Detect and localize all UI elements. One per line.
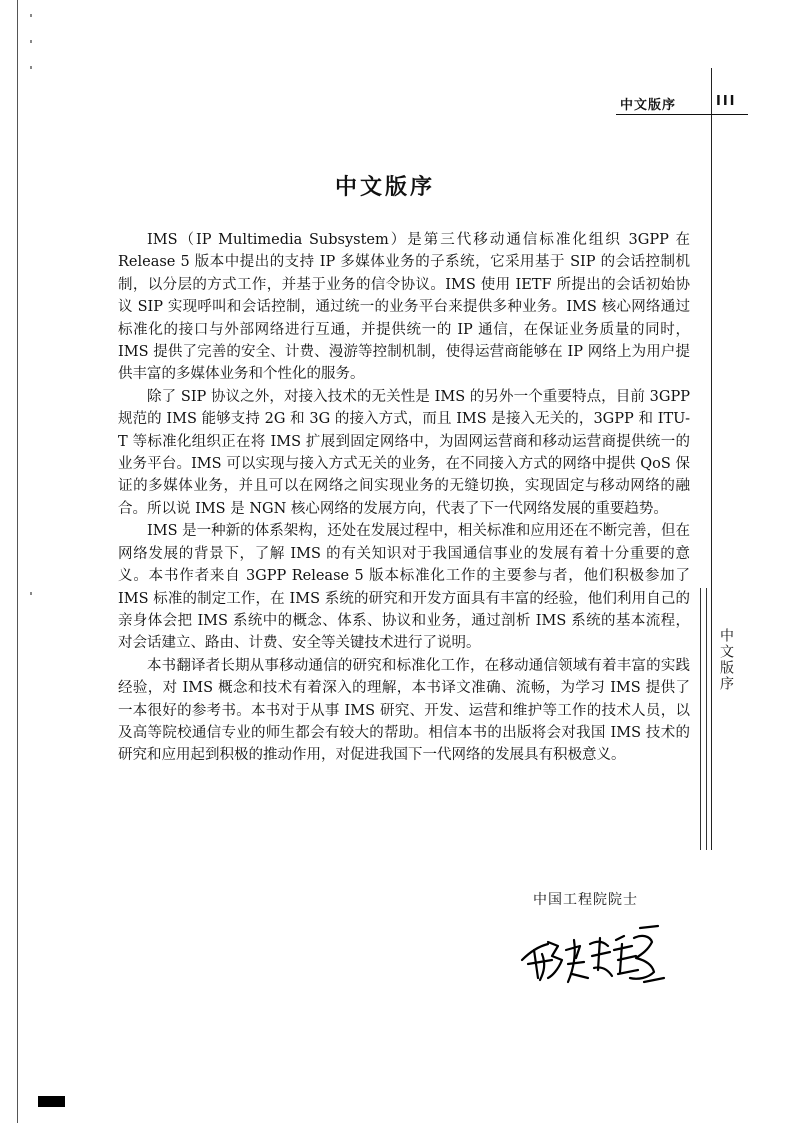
paragraph: IMS（IP Multimedia Subsystem）是第三代移动通信标准化组织 3GPP 在 Release 5 版本中提出的支持 IP 多媒体业务的子系统，它采用基于 SIP 的会话控制机制，以分层的方式工作，并基于业务的信令协议。IMS 使用 IETF 所提出的会话初始协议 SIP 实现呼叫和会话控制，通过统一的业务平台来提供多种业务。IMS 核心网络通过标准化的接口与外部网络进行互通，并提供统一的 IP 通信，在保证业务质量的同时，IMS 提供了完善的安全、计费、漫游等控制机制，使得运营商能够在 IP 网络上为用户提供丰富的多媒体业务和个性化的服务。 — [118, 232, 690, 383]
scan-mark — [30, 66, 32, 69]
page-marker — [38, 1096, 65, 1107]
header-section-title: 中文版序 — [620, 98, 677, 113]
scan-mark — [30, 14, 32, 17]
page-title: 中文版序 — [334, 174, 435, 200]
paragraph: IMS 是一种新的体系架构，还处在发展过程中，相关标准和应用还在不断完善，但在网络发展的背景下，了解 IMS 的有关知识对于我国通信事业的发展有着十分重要的意义。本书作者来自 3GPP Release 5 版本标准化工作的主要参与者，他们积极参加了 IMS 标准的制定工作，在 IMS 系统的研究和开发方面具有丰富的经验，他们利用自己的亲身体会把 IMS 系统中的概念、体系、协议和业务，通过剖析 IMS 系统的基本流程，对会话建立、路由、计费、安全等关键技术进行了说明。 — [118, 523, 690, 652]
handwritten-signature — [518, 920, 670, 988]
running-header — [616, 92, 748, 115]
preface-body — [118, 229, 690, 767]
paragraph: 除了 SIP 协议之外，对接入技术的无关性是 IMS 的另外一个重要特点，目前 3GPP 规范的 IMS 能够支持 2G 和 3G 的接入方式，而且 IMS 是接入无关的，3GPP 和 ITU-T 等标准化组织正在将 IMS 扩展到固定网络中，为固网运营商和移动运营商提供统一的业务平台。IMS 可以实现与接入方式无关的业务，在不同接入方式的网络中提供 QoS 保证的多媒体业务，并且可以在网络之间实现业务的无缝切换，实现固定与移动网络的融合。所以说 IMS 是 NGN 核心网络的发展方向，代表了下一代网络发展的重要趋势。 — [118, 388, 690, 517]
paragraph: 本书翻译者长期从事移动通信的研究和标准化工作，在移动通信领域有着丰富的实践经验，对 IMS 概念和技术有着深入的理解，本书译文准确、流畅，为学习 IMS 提供了一本很好的参考书。本书对于从事 IMS 研究、开发、运营和维护等工作的技术人员，以及高等院校通信专业的师生都会有较大的帮助。相信本书的出版将会对我国 IMS 技术的研究和应用起到积极的推动作用，对促进我国下一代网络的发展具有积极意义。 — [118, 657, 690, 764]
scan-mark — [30, 592, 32, 595]
binding-line — [17, 0, 18, 1123]
side-tab-label: 中文版序 — [718, 628, 734, 692]
side-tab-rule — [706, 588, 707, 850]
header-page-number: III — [716, 94, 737, 109]
scan-mark — [30, 40, 32, 43]
side-tab — [700, 588, 737, 850]
signature-affiliation: 中国工程院院士 — [533, 892, 638, 908]
